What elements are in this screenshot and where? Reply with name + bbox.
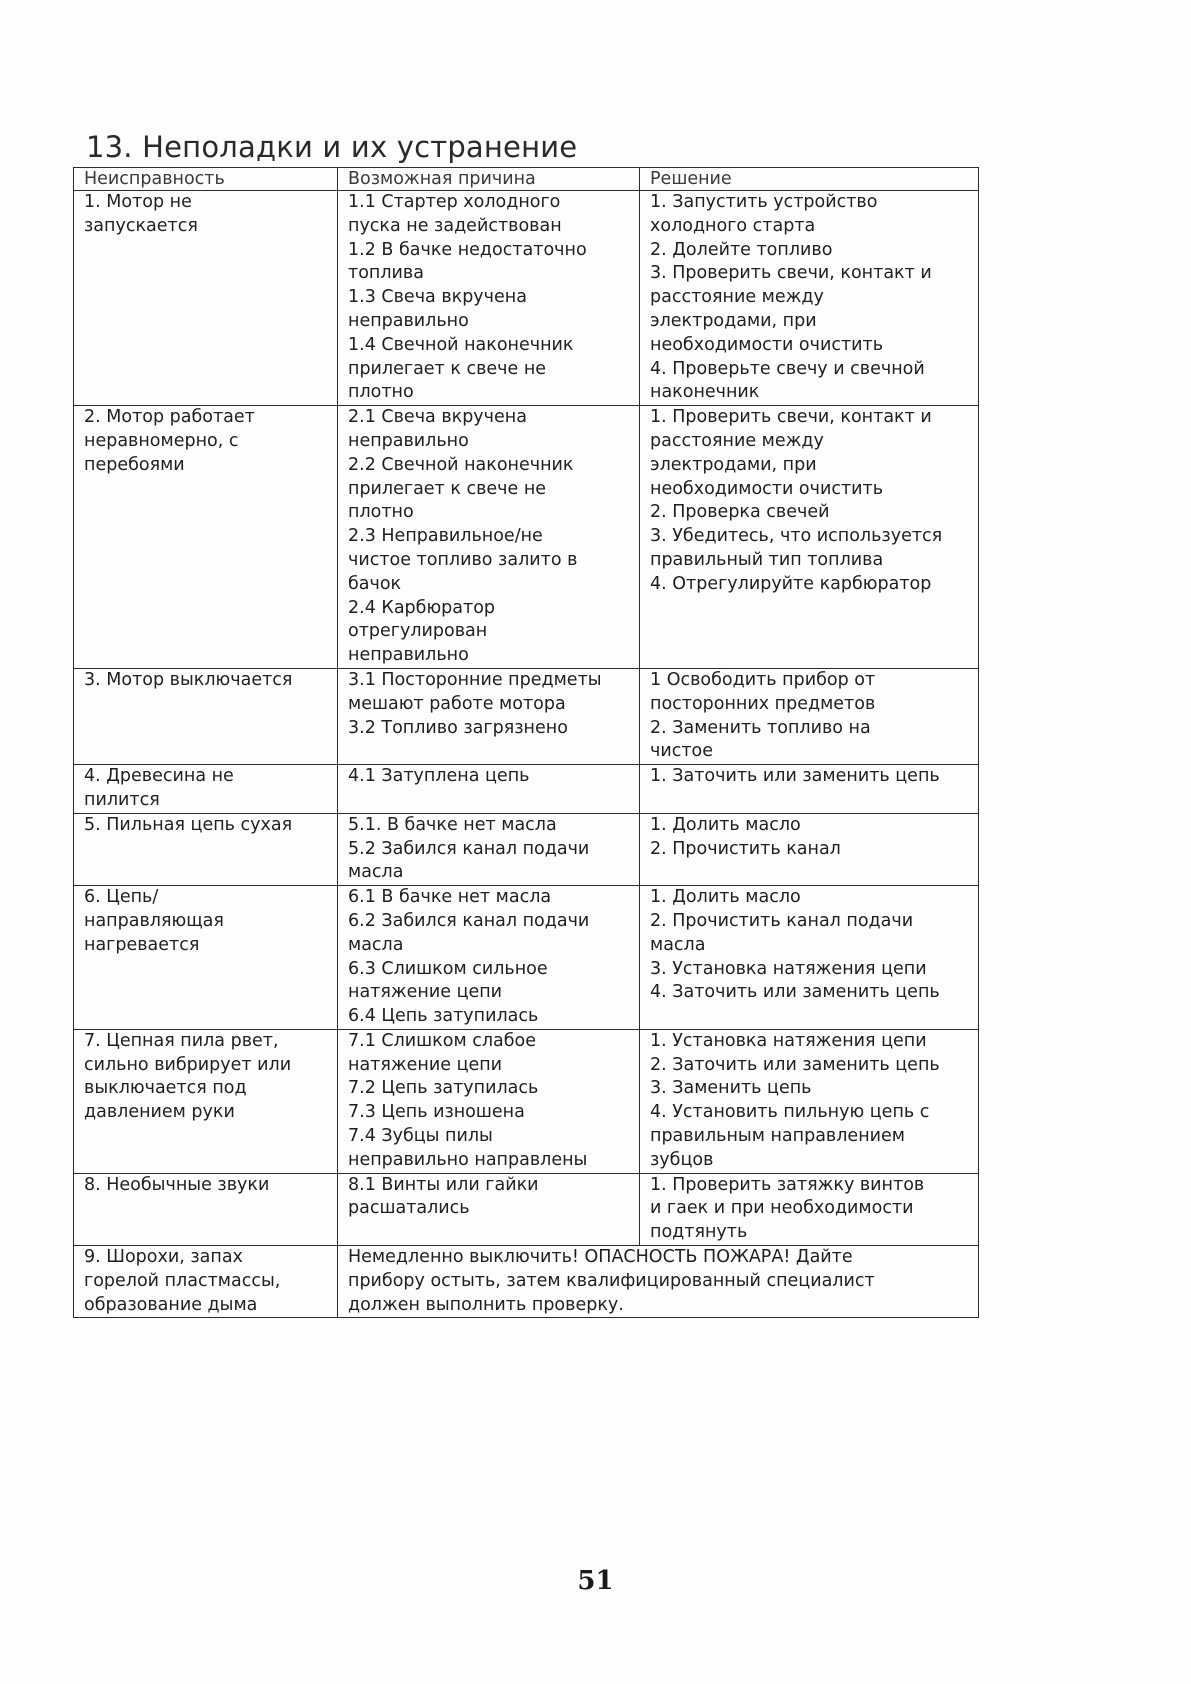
cell-line: 7.2 Цепь затупилась [348, 1078, 539, 1099]
fault-cell [74, 765, 338, 814]
solution-cell [640, 886, 979, 1030]
solution-cell [640, 191, 979, 406]
cell-line: прибору остыть, затем квалифицированный специалист [348, 1270, 875, 1291]
table-row [74, 886, 979, 1030]
cell-line: 1. Запустить устройство [650, 192, 878, 212]
cell-line: неправильно [348, 645, 469, 666]
cell-line: 3. Установка натяжения цепи [650, 958, 927, 979]
fault-cell [74, 1029, 338, 1173]
fault-cell [74, 191, 338, 406]
header-fault: Неисправность [74, 168, 338, 191]
cell-line: правильным направлением [650, 1126, 905, 1147]
table-row [74, 765, 979, 814]
cell-line: натяжение цепи [348, 1054, 503, 1075]
cell-line: должен выполнить проверку. [348, 1294, 624, 1315]
cell-line: 6.4 Цепь затупилась [348, 1006, 539, 1027]
table-row [74, 406, 979, 669]
cell-line: необходимости очистить [650, 478, 884, 499]
table-row [74, 668, 979, 764]
cell-line: масла [348, 862, 404, 883]
cell-line: 1. Долить масло [650, 887, 801, 908]
solution-cell [640, 1029, 979, 1173]
cause-cell [338, 1029, 640, 1173]
cause-cell [338, 886, 640, 1030]
cell-line: чистое топливо залито в [348, 549, 578, 570]
cell-line: направляющая [84, 910, 224, 931]
cell-line: 4.1 Затуплена цепь [348, 766, 530, 787]
cell-line: холодного старта [650, 215, 816, 236]
cell-line: 2.4 Карбюратор [348, 597, 496, 618]
cell-line: 5. Пильная цепь сухая [84, 814, 293, 835]
cell-line: правильный тип топлива [650, 549, 884, 570]
cell-line: 6.3 Слишком сильное [348, 958, 548, 979]
cell-line: 1.3 Свеча вкручена [348, 287, 527, 308]
cause-cell [338, 765, 640, 814]
cell-line: давлением руки [84, 1102, 235, 1123]
cell-line: 6.2 Забился канал подачи [348, 910, 590, 931]
cell-line: 8.1 Винты или гайки [348, 1174, 539, 1195]
cell-line: сильно вибрирует или [84, 1054, 292, 1075]
cell-line: 4. Проверьте свечу и свечной [650, 358, 925, 379]
cell-line: 7.1 Слишком слабое [348, 1030, 537, 1051]
cell-line: 4. Заточить или заменить цепь [650, 982, 940, 1003]
cell-line: 5.2 Забился канал подачи [348, 838, 590, 859]
solution-cell [640, 668, 979, 764]
cell-line: 3. Убедитесь, что используется [650, 526, 943, 547]
cell-line: бачок [348, 573, 402, 594]
table-row [74, 1173, 979, 1245]
cell-line: 2. Прочистить канал [650, 838, 841, 859]
cell-line: 1.2 В бачке недостаточно [348, 239, 587, 260]
cell-line: 2. Долейте топливо [650, 239, 833, 260]
cell-line: электродами, при [650, 454, 817, 475]
cell-line: 7. Цепная пила рвет, [84, 1030, 279, 1051]
cell-line: плотно [348, 502, 414, 523]
solution-cell [640, 1173, 979, 1245]
table-row [74, 191, 979, 406]
table-body [74, 191, 979, 1318]
cell-line: и гаек и при необходимости [650, 1198, 914, 1219]
cell-line: 2. Проверка свечей [650, 502, 830, 523]
troubleshooting-table [73, 167, 979, 1318]
fault-cell [74, 406, 338, 669]
fault-cell [74, 1246, 338, 1318]
cell-line: 2. Заточить или заменить цепь [650, 1054, 940, 1075]
cell-line: 3. Заменить цепь [650, 1078, 812, 1099]
cell-line: неправильно направлены [348, 1149, 588, 1170]
cause-cell [338, 668, 640, 764]
cell-line: 3.1 Посторонние предметы [348, 669, 602, 690]
cause-cell [338, 1173, 640, 1245]
cell-line: 1. Проверить затяжку винтов [650, 1174, 925, 1195]
header-solution: Решение [640, 168, 979, 191]
cell-line: расшатались [348, 1198, 470, 1219]
cell-line: 2.2 Свечной наконечник [348, 454, 574, 475]
cell-line: 4. Древесина не [84, 766, 234, 787]
warning-cell [338, 1246, 979, 1318]
cell-line: топлива [348, 263, 424, 284]
cell-line: подтянуть [650, 1222, 748, 1243]
cell-line: 3. Мотор выключается [84, 669, 293, 690]
cell-line: Немедленно выключить! ОПАСНОСТЬ ПОЖАРА! Дайте [348, 1247, 853, 1268]
cell-line: посторонних предметов [650, 693, 876, 714]
cell-line: неправильно [348, 310, 469, 331]
cell-line: прилегает к свече не [348, 358, 547, 379]
cell-line: 3. Проверить свечи, контакт и [650, 263, 932, 284]
cell-line: перебоями [84, 454, 185, 475]
cell-line: пуска не задействован [348, 215, 562, 236]
cell-line: неправильно [348, 430, 469, 451]
cell-line: 1 Освободить прибор от [650, 669, 876, 690]
cell-line: пилится [84, 789, 160, 810]
cell-line: 1.1 Стартер холодного [348, 192, 561, 212]
fault-cell [74, 1173, 338, 1245]
cell-line: прилегает к свече не [348, 478, 547, 499]
cell-line: зубцов [650, 1149, 714, 1170]
cell-line: 1.4 Свечной наконечник [348, 334, 574, 355]
cell-line: электродами, при [650, 310, 817, 331]
cell-line: плотно [348, 382, 414, 403]
cell-line: 2.3 Неправильное/не [348, 526, 543, 547]
cell-line: наконечник [650, 382, 760, 403]
cell-line: нагревается [84, 934, 200, 955]
cell-line: 1. Установка натяжения цепи [650, 1030, 927, 1051]
cell-line: расстояние между [650, 430, 824, 451]
cell-line: горелой пластмассы, [84, 1270, 281, 1291]
cell-line: 2. Мотор работает [84, 407, 255, 428]
cell-line: выключается под [84, 1078, 247, 1099]
cell-line: 8. Необычные звуки [84, 1174, 270, 1195]
fault-cell [74, 668, 338, 764]
cell-line: 2. Заменить топливо на [650, 717, 871, 738]
cell-line: 1. Заточить или заменить цепь [650, 766, 940, 787]
fault-cell [74, 886, 338, 1030]
cell-line: масла [348, 934, 404, 955]
cell-line: 4. Отрегулируйте карбюратор [650, 573, 932, 594]
page-number: 51 [577, 1566, 614, 1596]
solution-cell [640, 406, 979, 669]
cell-line: расстояние между [650, 287, 824, 308]
cell-line: 5.1. В бачке нет масла [348, 814, 557, 835]
cell-line: 6.1 В бачке нет масла [348, 887, 552, 908]
cell-line: масла [650, 934, 706, 955]
solution-cell [640, 813, 979, 885]
cell-line: 1. Проверить свечи, контакт и [650, 407, 932, 428]
table-row [74, 1029, 979, 1173]
fault-cell [74, 813, 338, 885]
cell-line: натяжение цепи [348, 982, 503, 1003]
solution-cell [640, 765, 979, 814]
cell-line: 7.4 Зубцы пилы [348, 1126, 493, 1147]
cause-cell [338, 406, 640, 669]
cell-line: 1. Долить масло [650, 814, 801, 835]
cell-line: запускается [84, 215, 198, 236]
table-row [74, 813, 979, 885]
cell-line: чистое [650, 741, 714, 762]
cell-line: необходимости очистить [650, 334, 884, 355]
cell-line: 2. Прочистить канал подачи [650, 910, 914, 931]
cell-line: 6. Цепь/ [84, 887, 159, 908]
table-row [74, 1246, 979, 1318]
cause-cell [338, 813, 640, 885]
cell-line: 7.3 Цепь изношена [348, 1102, 525, 1123]
cell-line: мешают работе мотора [348, 693, 566, 714]
cell-line: 4. Установить пильную цепь с [650, 1102, 930, 1123]
cell-line: 9. Шорохи, запах [84, 1247, 243, 1268]
cell-line: отрегулирован [348, 621, 488, 642]
cause-cell [338, 191, 640, 406]
cell-line: неравномерно, с [84, 430, 239, 451]
cell-line: 1. Мотор не [84, 192, 192, 212]
table-header-row [74, 168, 979, 191]
section-title: 13. Неполадки и их устранение [86, 130, 578, 164]
cell-line: образование дыма [84, 1294, 258, 1315]
cell-line: 2.1 Свеча вкручена [348, 407, 527, 428]
cell-line: 3.2 Топливо загрязнено [348, 717, 568, 738]
header-cause: Возможная причина [338, 168, 640, 191]
